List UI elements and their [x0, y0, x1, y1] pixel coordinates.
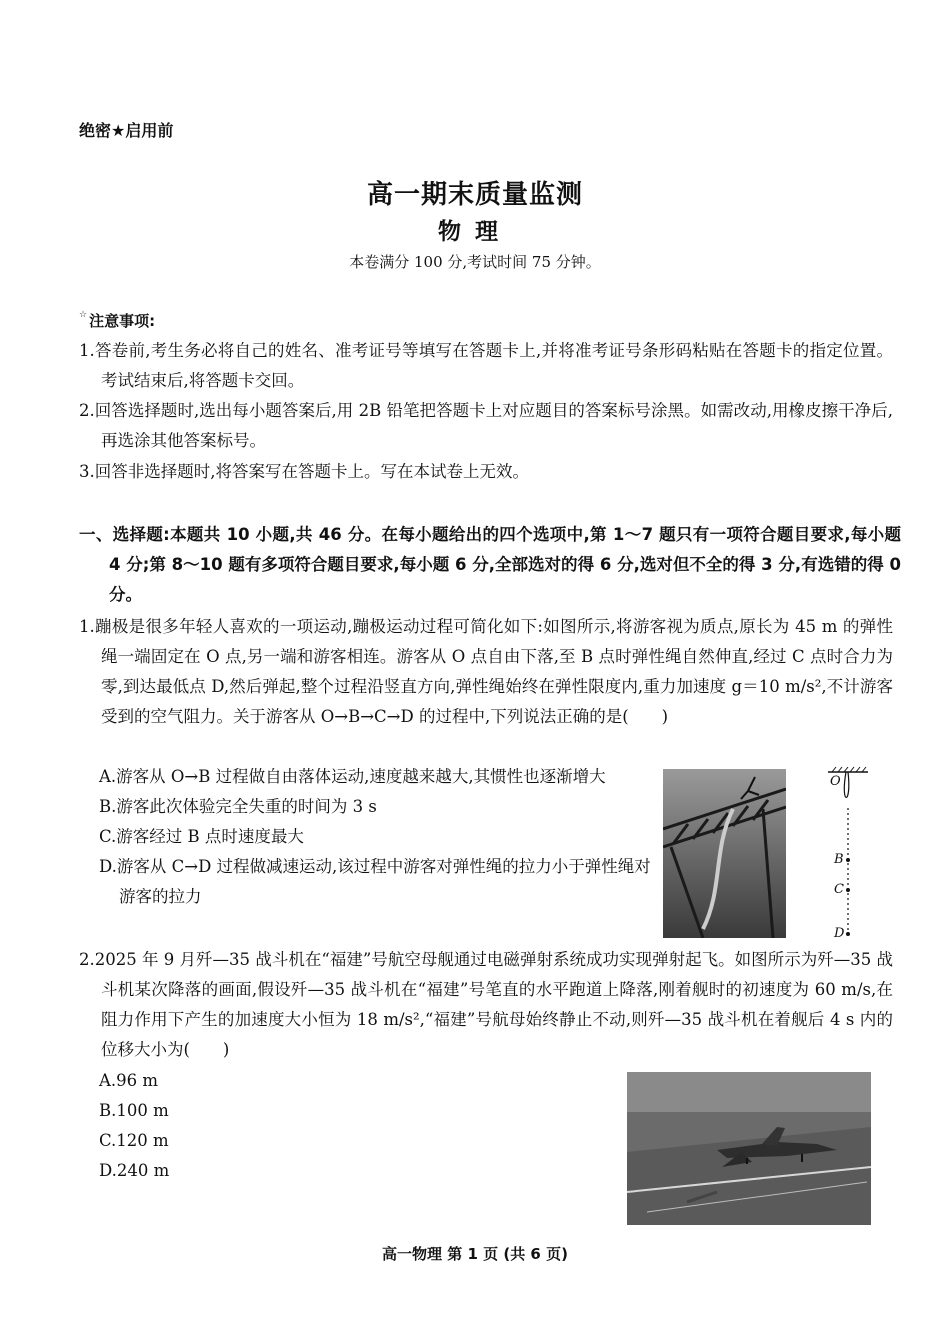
- section-1-heading: 一、选择题:本题共 10 小题,共 46 分。在每小题给出的四个选项中,第 1～7 题只有一项符合题目要求,每小题 4 分;第 8～10 题有多项符合题目要求,每小题 6 分,全部选对的得 6 分,选对但不全的得 3 分,有选错的得 0 分。: [79, 525, 901, 604]
- question-1-stem: 1.蹦极是很多年轻人喜欢的一项运动,蹦极运动过程可简化如下:如图所示,将游客视为质点,原长为 45 m 的弹性绳一端固定在 O 点,另一端和游客相连。游客从 O 点自由下落,至 B 点时弹性绳自然伸直,经过 C 点时合力为零,到达最低点 D,然后弹起,整个过程沿竖直方向,弹性绳始终在弹性限度内,重力加速度 g＝10 m/s²,不计游客受到的空气阻力。关于游客从 O→B→C→D 的过程中,下列说法正确的是( ): [79, 617, 893, 726]
- bungee-diagram-svg: [822, 766, 872, 941]
- option-a: A.96 m: [99, 1071, 159, 1090]
- page-footer: 高一物理 第 1 页 (共 6 页): [382, 1245, 568, 1263]
- option-c: C.游客经过 B 点时速度最大: [99, 827, 304, 846]
- bungee-photo-image: [663, 769, 786, 938]
- option-d: D.240 m: [99, 1161, 170, 1180]
- subject-title: 物理: [438, 219, 512, 245]
- option-d: D.游客从 C→D 过程做减速运动,该过程中游客对弹性绳的拉力小于弹性绳对游客的拉力: [99, 857, 651, 906]
- option-a: A.游客从 O→B 过程做自由落体运动,速度越来越大,其惯性也逐渐增大: [99, 767, 606, 786]
- fighter-jet-photo-image: [627, 1072, 871, 1225]
- fighter-jet-photo: [627, 1072, 871, 1225]
- note-item: 3.回答非选择题时,将答案写在答题卡上。写在本试卷上无效。: [79, 462, 529, 481]
- option-b: B.100 m: [99, 1101, 169, 1120]
- question-1-options: [99, 762, 659, 912]
- bungee-diagram: [822, 766, 872, 941]
- note-item: 2.回答选择题时,选出每小题答案后,用 2B 铅笔把答题卡上对应题目的答案标号涂黑。如需改动,用橡皮擦干净后,再选涂其他答案标号。: [79, 401, 893, 450]
- star-icon: ☆: [79, 310, 88, 320]
- question-2-options: [99, 1066, 399, 1186]
- secret-label: 绝密★启用前: [79, 121, 174, 140]
- score-info: 本卷满分 100 分,考试时间 75 分钟。: [349, 253, 601, 271]
- notes-heading-text: 注意事项:: [89, 312, 156, 330]
- question-2-stem: 2.2025 年 9 月歼—35 战斗机在“福建”号航空母舰通过电磁弹射系统成功实现弹射起飞。如图所示为歼—35 战斗机某次降落的画面,假设歼—35 战斗机在“福建”号笔直的水平跑道上降落,刚着舰时的初速度为 60 m/s,在阻力作用下产生的加速度大小恒为 18 m/s²,“福建”号航母始终静止不动,则歼—35 战斗机在着舰后 4 s 内的位移大小为( ): [79, 950, 893, 1059]
- label-b: B: [834, 852, 844, 867]
- notes-heading: [79, 310, 155, 331]
- option-b: B.游客此次体验完全失重的时间为 3 s: [99, 797, 377, 816]
- label-c: C: [834, 882, 844, 897]
- label-o: O: [830, 774, 841, 789]
- label-d: D: [834, 926, 845, 941]
- note-item: 1.答卷前,考生务必将自己的姓名、准考证号等填写在答题卡上,并将准考证号条形码粘贴在答题卡的指定位置。考试结束后,将答题卡交回。: [79, 341, 893, 390]
- bungee-photo: [663, 769, 786, 938]
- exam-title: 高一期末质量监测: [366, 180, 583, 210]
- option-c: C.120 m: [99, 1131, 169, 1150]
